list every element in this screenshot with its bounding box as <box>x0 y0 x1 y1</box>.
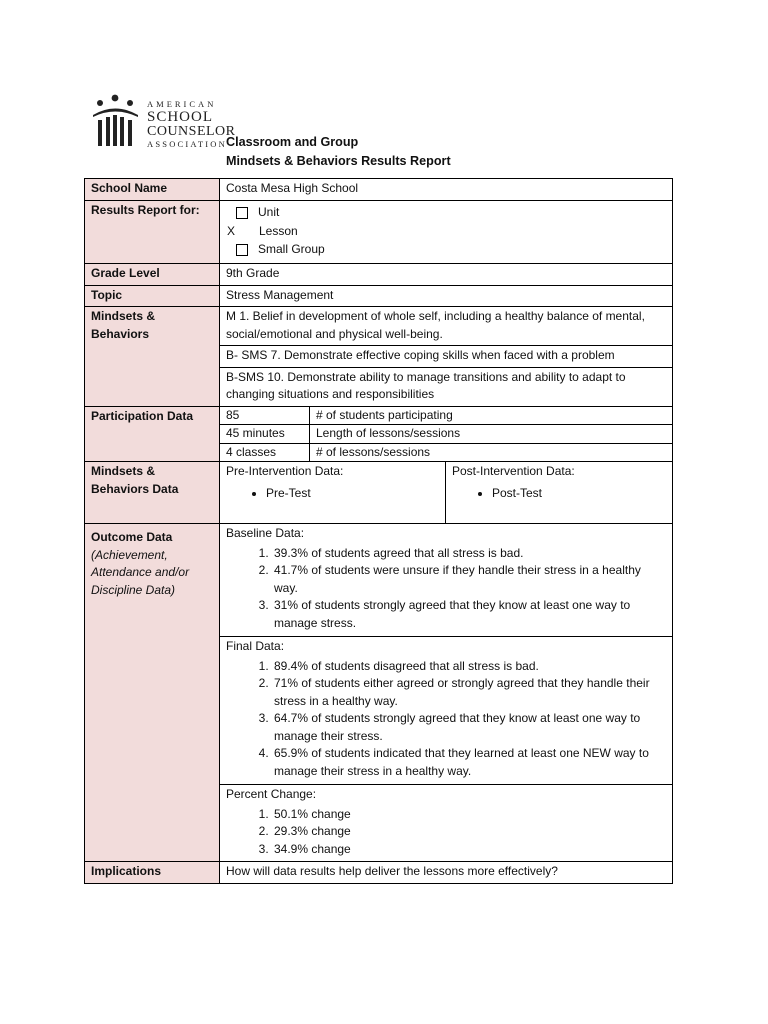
implications-label: Implications <box>85 862 220 884</box>
baseline-item: 3. 31% of students strongly agreed that they know at least one way to manage stress. <box>272 597 667 632</box>
participation-desc-3: # of lessons/sessions <box>310 443 673 462</box>
behavior-sms10: B-SMS 10. Demonstrate ability to manage transitions and ability to adapt to changing situations and responsibilities <box>220 367 673 406</box>
row-implications <box>85 862 673 884</box>
unit-label: Unit <box>258 205 280 219</box>
change-list <box>226 806 667 859</box>
topic-value: Stress Management <box>220 285 673 307</box>
behavior-sms7: B- SMS 7. Demonstrate effective coping skills when faced with a problem <box>220 346 673 368</box>
topic-label: Topic <box>85 285 220 307</box>
pre-intervention-item: • Pre-Test <box>266 485 440 503</box>
final-item: 2. 71% of students either agreed or strongly agreed that they handle their stress in a healthy way. <box>272 675 667 710</box>
baseline-cell <box>220 524 673 637</box>
participation-value-1: 85 <box>220 406 310 425</box>
logo-line-3: COUNSELOR <box>147 123 236 139</box>
row-mb-data <box>85 462 673 524</box>
results-report-table <box>84 178 673 884</box>
row-school-name <box>85 179 673 201</box>
row-results-for <box>85 200 673 264</box>
grade-label: Grade Level <box>85 264 220 286</box>
option-lesson[interactable] <box>226 222 667 241</box>
mb-data-label: Mindsets & Behaviors Data <box>85 462 220 524</box>
final-item: 1. 89.4% of students disagreed that all stress is bad. <box>272 658 667 676</box>
row-grade <box>85 264 673 286</box>
change-item: 1. 50.1% change <box>272 806 667 824</box>
grade-value: 9th Grade <box>220 264 673 286</box>
row-topic <box>85 285 673 307</box>
small-group-checkbox[interactable] <box>236 244 248 256</box>
results-for-options <box>220 200 673 264</box>
baseline-item: 2. 41.7% of students were unsure if they handle their stress in a healthy way. <box>272 562 667 597</box>
participation-label: Participation Data <box>85 406 220 462</box>
row-outcome-baseline <box>85 524 673 637</box>
row-participation-1 <box>85 406 673 425</box>
logo-line-1: AMERICAN <box>147 99 217 109</box>
change-item: 3. 34.9% change <box>272 841 667 859</box>
final-item: 3. 64.7% of students strongly agreed that they know at least one way to manage their stress. <box>272 710 667 745</box>
post-intervention-heading: Post-Intervention Data: <box>452 464 575 478</box>
option-small-group[interactable] <box>226 241 667 260</box>
option-unit[interactable] <box>226 204 667 223</box>
change-heading: Percent Change: <box>226 787 317 801</box>
baseline-list <box>226 545 667 633</box>
pre-intervention-list <box>226 485 440 503</box>
logo-wordmark <box>147 100 236 148</box>
results-for-label: Results Report for: <box>85 200 220 264</box>
change-cell <box>220 785 673 862</box>
change-item: 2. 29.3% change <box>272 823 667 841</box>
school-name-value: Costa Mesa High School <box>220 179 673 201</box>
post-intervention-list <box>452 485 667 503</box>
baseline-item: 1. 39.3% of students agreed that all stress is bad. <box>272 545 667 563</box>
logo-line-2: SCHOOL <box>147 108 214 125</box>
school-name-label: School Name <box>85 179 220 201</box>
participation-desc-1: # of students participating <box>310 406 673 425</box>
outcome-label: Outcome Data <box>91 530 173 544</box>
report-title-line-2: Mindsets & Behaviors Results Report <box>226 153 451 168</box>
baseline-heading: Baseline Data: <box>226 526 305 540</box>
participation-desc-2: Length of lessons/sessions <box>310 425 673 444</box>
pre-intervention-cell <box>220 462 446 524</box>
participation-value-2: 45 minutes <box>220 425 310 444</box>
final-list <box>226 658 667 781</box>
outcome-label-cell <box>85 524 220 862</box>
outcome-sublabel: (Achievement, Attendance and/or Discipline Data) <box>91 547 190 597</box>
post-intervention-item: • Post-Test <box>492 485 667 503</box>
participation-value-3: 4 classes <box>220 443 310 462</box>
mindset-m1: M 1. Belief in development of whole self, including a healthy balance of mental, social/emotional and physical well-being. <box>220 307 673 346</box>
logo-line-4: ASSOCIATION <box>147 138 227 149</box>
small-group-label: Small Group <box>258 242 325 256</box>
final-heading: Final Data: <box>226 639 285 653</box>
lesson-label: Lesson <box>259 223 298 238</box>
pre-intervention-heading: Pre-Intervention Data: <box>226 464 344 478</box>
unit-checkbox[interactable] <box>236 207 248 219</box>
mindsets-label: Mindsets & Behaviors <box>85 307 220 407</box>
lesson-x-mark[interactable]: X <box>227 223 236 238</box>
final-cell <box>220 637 673 785</box>
row-mindsets-1 <box>85 307 673 346</box>
implications-value: How will data results help deliver the lessons more effectively? <box>220 862 673 884</box>
report-title-line-1: Classroom and Group <box>226 135 359 149</box>
post-intervention-cell <box>446 462 673 524</box>
report-title <box>226 133 451 170</box>
final-item: 4. 65.9% of students indicated that they learned at least one NEW way to manage their stress in a healthy way. <box>272 745 667 780</box>
